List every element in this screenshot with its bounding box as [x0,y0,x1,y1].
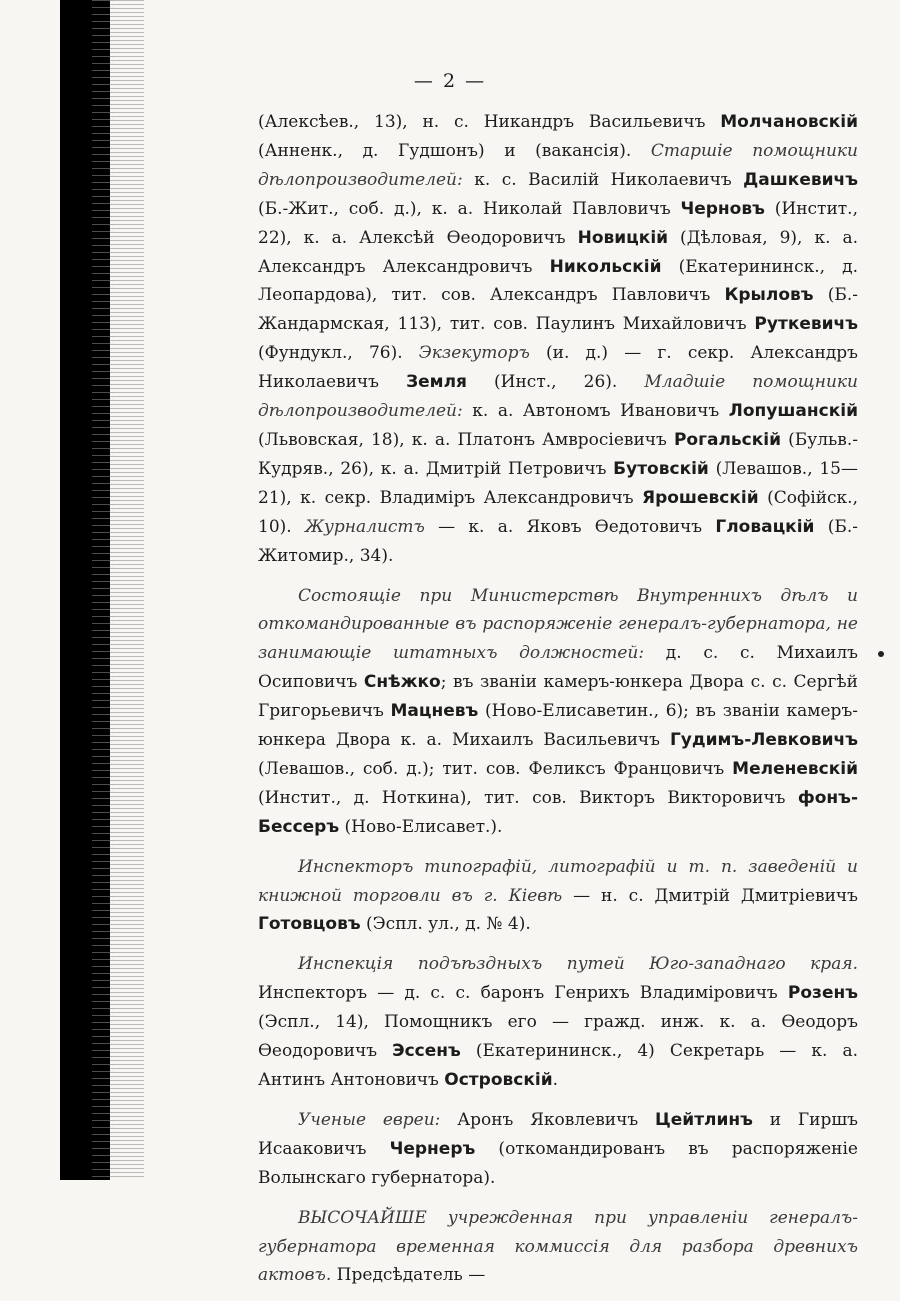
text-run: (Анненк., д. Гудшонъ) и (вакансія). [258,140,651,161]
section-heading: Младшіе помощники дѣлопроизводителей: [258,372,858,422]
name-surname: Крыловъ [724,285,814,306]
text-run: (Ново-Елисавет.). [339,816,503,837]
name-surname: Готовцовъ [258,914,361,935]
text-run: (Инстит., д. Ноткина), тит. сов. Викторъ Викторовичъ [258,787,798,808]
text-run: ; въ званіи камеръ-юнкера Двора с. с. Сергѣй Григорьевичъ [258,672,858,722]
text-run: (Фундукл., 76). [258,343,419,364]
text-run: к. с. Василій Николаевичъ [462,169,744,190]
name-surname: Новицкій [577,227,669,248]
paragraph-4 [258,950,858,1095]
name-surname: Гудимъ-Левковичъ [669,730,858,751]
name-surname: Гловацкій [715,516,815,537]
text-run: — н. с. Дмитрій Дмитріевичъ [562,885,858,906]
name-surname: Снѣжко [363,672,441,693]
name-surname: Бутовскій [613,458,709,479]
paragraph-6 [258,1204,858,1291]
text-run: — к. а. Яковъ Ѳедотовичъ [424,516,716,537]
section-heading: Инспекторъ типографій, литографій и т. п. заведеній и книжной торговли въ г. Кіевѣ [258,856,858,906]
text-run: (и. д.) — г. секр. Александръ Николаевичъ [258,343,858,393]
text-run: (Инстит., 22), к. а. Алексѣй Ѳеодоровичъ [258,198,858,248]
text-run: (Левашов., соб. д.); тит. сов. Феликсъ Францовичъ [258,758,733,779]
name-surname: фонъ-Бессеръ [258,787,858,837]
text-run: (Б.-Житомир., 34). [258,516,859,566]
text-run: Предсѣдатель — [331,1265,486,1286]
section-heading: ВЫСОЧАЙШЕ учрежденная при управленіи генералъ-губернатора временная коммиссія для разбора древнихъ актовъ. [258,1207,858,1286]
text-run: и Гиршъ Исааковичъ [258,1109,858,1159]
text-run: . [552,1070,559,1090]
page-number: — 2 — [413,70,487,92]
text-run: (Ново-Елисаветин., 6); въ званіи камеръ-юнкера Двора к. а. Михаилъ Васильевичъ [258,701,859,751]
name-surname: Лопушанскій [728,401,858,422]
text-run: д. с. с. Михаилъ Осиповичъ [258,643,858,693]
text-run: (Эспл. ул., д. № 4). [360,914,531,935]
name-surname: Островскій [444,1070,553,1090]
name-surname: Рогальскій [673,429,781,450]
scan-speck [878,651,884,657]
paragraph-1 [258,108,858,571]
name-surname: Черновъ [680,198,765,219]
section-heading: Экзекуторъ [418,343,530,364]
name-surname: Молчановскій [720,112,858,132]
name-surname: Чернеръ [389,1138,476,1159]
paragraph-3 [258,853,858,940]
section-heading: Журналистъ [304,516,425,537]
text-run: (Инст., 26). [466,372,645,393]
text-run: к. а. Автономъ Ивановичъ [462,401,729,422]
name-surname: Руткевичъ [754,314,858,335]
text-run: (Екатерининск., д. Леопардова), тит. сов. Александръ Павловичъ [258,256,858,306]
text-run: (Б.-Жит., соб. д.), к. а. Николай Павловичъ [258,198,681,219]
section-heading: Состоящіе при Министерствѣ Внутреннихъ дѣлъ и откомандированные въ распоряженіе генералъ-губернатора, не занимающіе штатныхъ должностей: [258,585,858,664]
name-surname: Дашкевичъ [743,169,858,190]
name-surname: Мацневъ [390,701,479,722]
section-heading: Инспекція подъѣздныхъ путей Юго-западнаго края. [298,954,858,975]
text-run: Аронъ Яковлевичъ [440,1109,655,1130]
text-run: (Софійск., 10). [258,487,858,537]
name-surname: Меленевскій [732,758,858,779]
text-run: (Б.-Жандармская, 113), тит. сов. Паулинъ Михайловичъ [258,285,858,335]
name-surname: Цейтлинъ [654,1109,753,1130]
text-run: (Дѣловая, 9), к. а. Александръ Александровичъ [258,227,858,277]
text-run: (Екатерининск., 4) Секретарь — к. а. Антинъ Антоновичъ [258,1041,858,1090]
name-surname: Земля [406,372,467,393]
section-heading: Ученые евреи: [298,1109,441,1130]
text-run: Инспекторъ — д. с. с. баронъ Генрихъ Владиміровичъ [258,983,788,1004]
text-run: (Алексѣев., 13), н. с. Никандръ Васильевичъ [258,112,721,132]
text-run: (Львовская, 18), к. а. Платонъ Амвросіевичъ [258,429,674,450]
name-surname: Эссенъ [392,1041,461,1062]
scan-page-edge [110,0,144,1180]
text-run: (Левашов., 15—21), к. секр. Владиміръ Александровичъ [258,458,858,508]
text-run: (Эспл., 14), Помощникъ его — гражд. инж. к. а. Ѳеодоръ Ѳеодоровичъ [258,1012,858,1062]
section-heading: Старшіе помощники дѣлопроизводителей: [258,140,858,190]
name-surname: Никольскій [549,256,662,277]
text-run: (откомандированъ въ распоряженіе Волынскаго губернатора). [258,1138,858,1188]
text-run: (Бульв.-Кудряв., 26), к. а. Дмитрій Петровичъ [258,429,858,479]
document-body [258,108,858,1301]
name-surname: Розенъ [787,983,858,1004]
paragraph-2 [258,582,858,842]
name-surname: Ярошевскій [641,487,759,508]
